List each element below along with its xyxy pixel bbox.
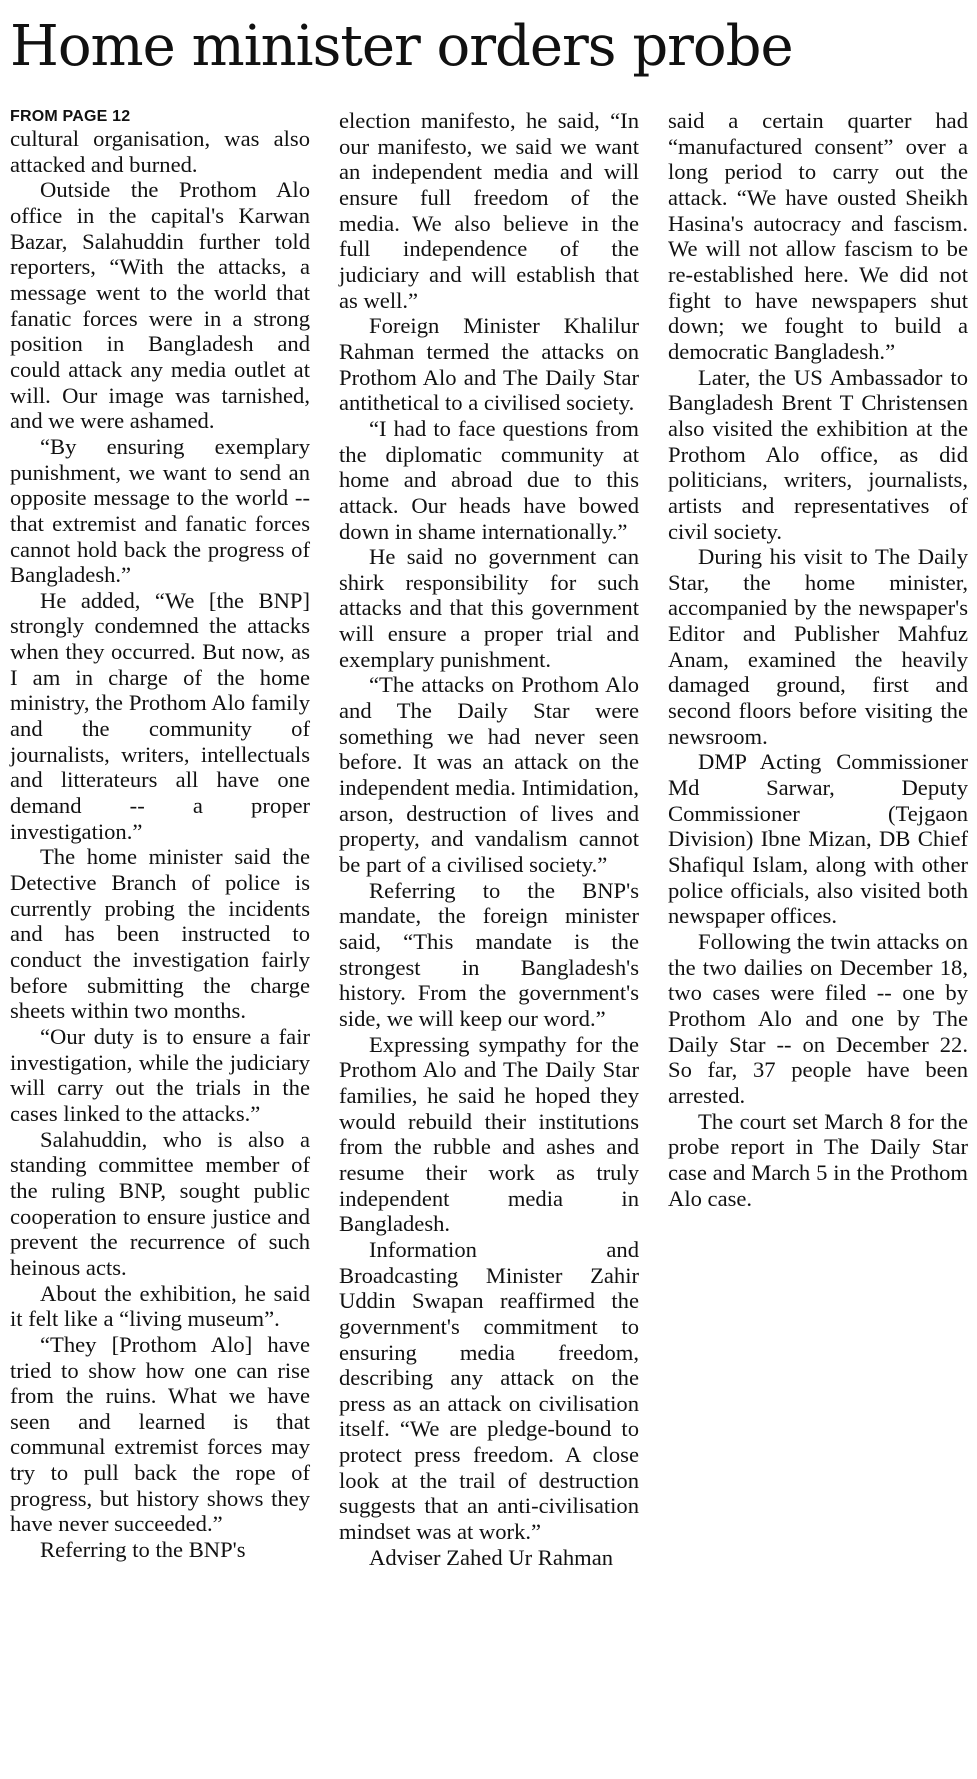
paragraph: Salahuddin, who is also a standing committee member of the ruling BNP, sought public cooperation to ensure justice and prevent the recurrence of such heinous acts. bbox=[10, 1126, 310, 1280]
paragraph: “By ensuring exemplary punishment, we want to send an opposite message to the world -- that extremist and fanatic forces cannot hold back the progress of Bangladesh.” bbox=[10, 433, 310, 588]
paragraph: Following the twin attacks on the two dailies on December 18, two cases were filed -- one by Prothom Alo and one by The Daily Star -- on December 22. So far, 37 people have been arrested. bbox=[668, 929, 968, 1108]
paragraph: During his visit to The Daily Star, the home minister, accompanied by the newspaper's Editor and Publisher Mahfuz Anam, examined the heavily damaged ground, first and second floors before visiting the newsroom. bbox=[668, 544, 968, 749]
paragraph: Information and Broadcasting Minister Zahir Uddin Swapan reaffirmed the government's commitment to ensuring media freedom, describing any attack on the press as an attack on civilisation itself. “We are pledge-bound to protect press freedom. A close look at the trail of destruction suggests that an anti-civilisation mindset was at work.” bbox=[339, 1236, 639, 1545]
paragraph: The home minister said the Detective Branch of police is currently probing the incidents and has been instructed to conduct the investigation fairly before submitting the charge sheets within two months. bbox=[10, 844, 310, 1024]
paragraph: election manifesto, he said, “In our manifesto, we said we want an independent media and will ensure full freedom of the media. We also believe in the full independence of the judiciary and will establish that as well.” bbox=[339, 108, 639, 313]
article-column-1 bbox=[10, 108, 310, 1563]
paragraph: Outside the Prothom Alo office in the capital's Karwan Bazar, Salahuddin further told reporters, “With the attacks, a message went to the world that fanatic forces were in a strong position in Bangladesh and could attack any media outlet at will. Our image was tarnished, and we were ashamed. bbox=[10, 177, 310, 434]
paragraph: The court set March 8 for the probe report in The Daily Star case and March 5 in the Prothom Alo case. bbox=[668, 1108, 968, 1211]
paragraph: Foreign Minister Khalilur Rahman termed the attacks on Prothom Alo and The Daily Star antithetical to a civilised society. bbox=[339, 313, 639, 416]
paragraph: Expressing sympathy for the Prothom Alo and The Daily Star families, he said he hoped they would rebuild their institutions from the rubble and ashes and resume their work as truly independent media in Bangladesh. bbox=[339, 1031, 639, 1237]
paragraph: Adviser Zahed Ur Rahman bbox=[369, 1544, 614, 1570]
paragraph: Later, the US Ambassador to Bangladesh Brent T Christensen also visited the exhibition at the Prothom Alo office, as did politicians, writers, journalists, artists and representatives of civil society. bbox=[668, 364, 968, 544]
article-column-2 bbox=[339, 108, 639, 1570]
paragraph: “Our duty is to ensure a fair investigation, while the judiciary will carry out the trials in the cases linked to the attacks.” bbox=[10, 1023, 310, 1126]
paragraph: Referring to the BNP's mandate, the foreign minister said, “This mandate is the strongest in Bangladesh's history. From the government's side, we will keep our word.” bbox=[339, 877, 639, 1031]
paragraph: said a certain quarter had “manufactured consent” over a long period to carry out the attack. “We have ousted Sheikh Hasina's autocracy and fascism. We will not allow fascism to be re-established here. We did not fight to have newspapers shut down; we fought to build a democratic Bangladesh.” bbox=[668, 108, 968, 364]
paragraph: cultural organisation, was also attacked and burned. bbox=[10, 126, 310, 177]
article-column-3 bbox=[668, 108, 968, 1211]
headline: Home minister orders probe bbox=[10, 14, 793, 79]
paragraph: “I had to face questions from the diplomatic community at home and abroad due to this attack. Our heads have bowed down in shame internationally.” bbox=[339, 415, 639, 544]
paragraph: “The attacks on Prothom Alo and The Daily Star were something we had never seen before. It was an attack on the independent media. Intimidation, arson, destruction of lives and property, and vandalism cannot be part of a civilised society.” bbox=[339, 672, 639, 878]
paragraph: Referring to the BNP's bbox=[40, 1537, 246, 1563]
paragraph: About the exhibition, he said it felt like a “living museum”. bbox=[10, 1280, 310, 1332]
paragraph: He said no government can shirk responsibility for such attacks and that this government will ensure a proper trial and exemplary punishment. bbox=[339, 544, 639, 672]
paragraph: DMP Acting Commissioner Md Sarwar, Deputy Commissioner (Tejgaon Division) Ibne Mizan, DB Chief Shafiqul Islam, along with other police officials, also visited both newspaper offices. bbox=[668, 749, 968, 929]
paragraph: He added, “We [the BNP] strongly condemned the attacks when they occurred. But now, as I am in charge of the home ministry, the Prothom Alo family and the community of journalists, writers, intellectuals and litterateurs all have one demand -- a proper investigation.” bbox=[10, 587, 310, 844]
paragraph: “They [Prothom Alo] have tried to show how one can rise from the ruins. What we have seen and learned is that communal extremist forces may try to pull back the rope of progress, but history shows they have never succeeded.” bbox=[10, 1331, 310, 1537]
jump-label: FROM PAGE 12 bbox=[10, 108, 131, 125]
